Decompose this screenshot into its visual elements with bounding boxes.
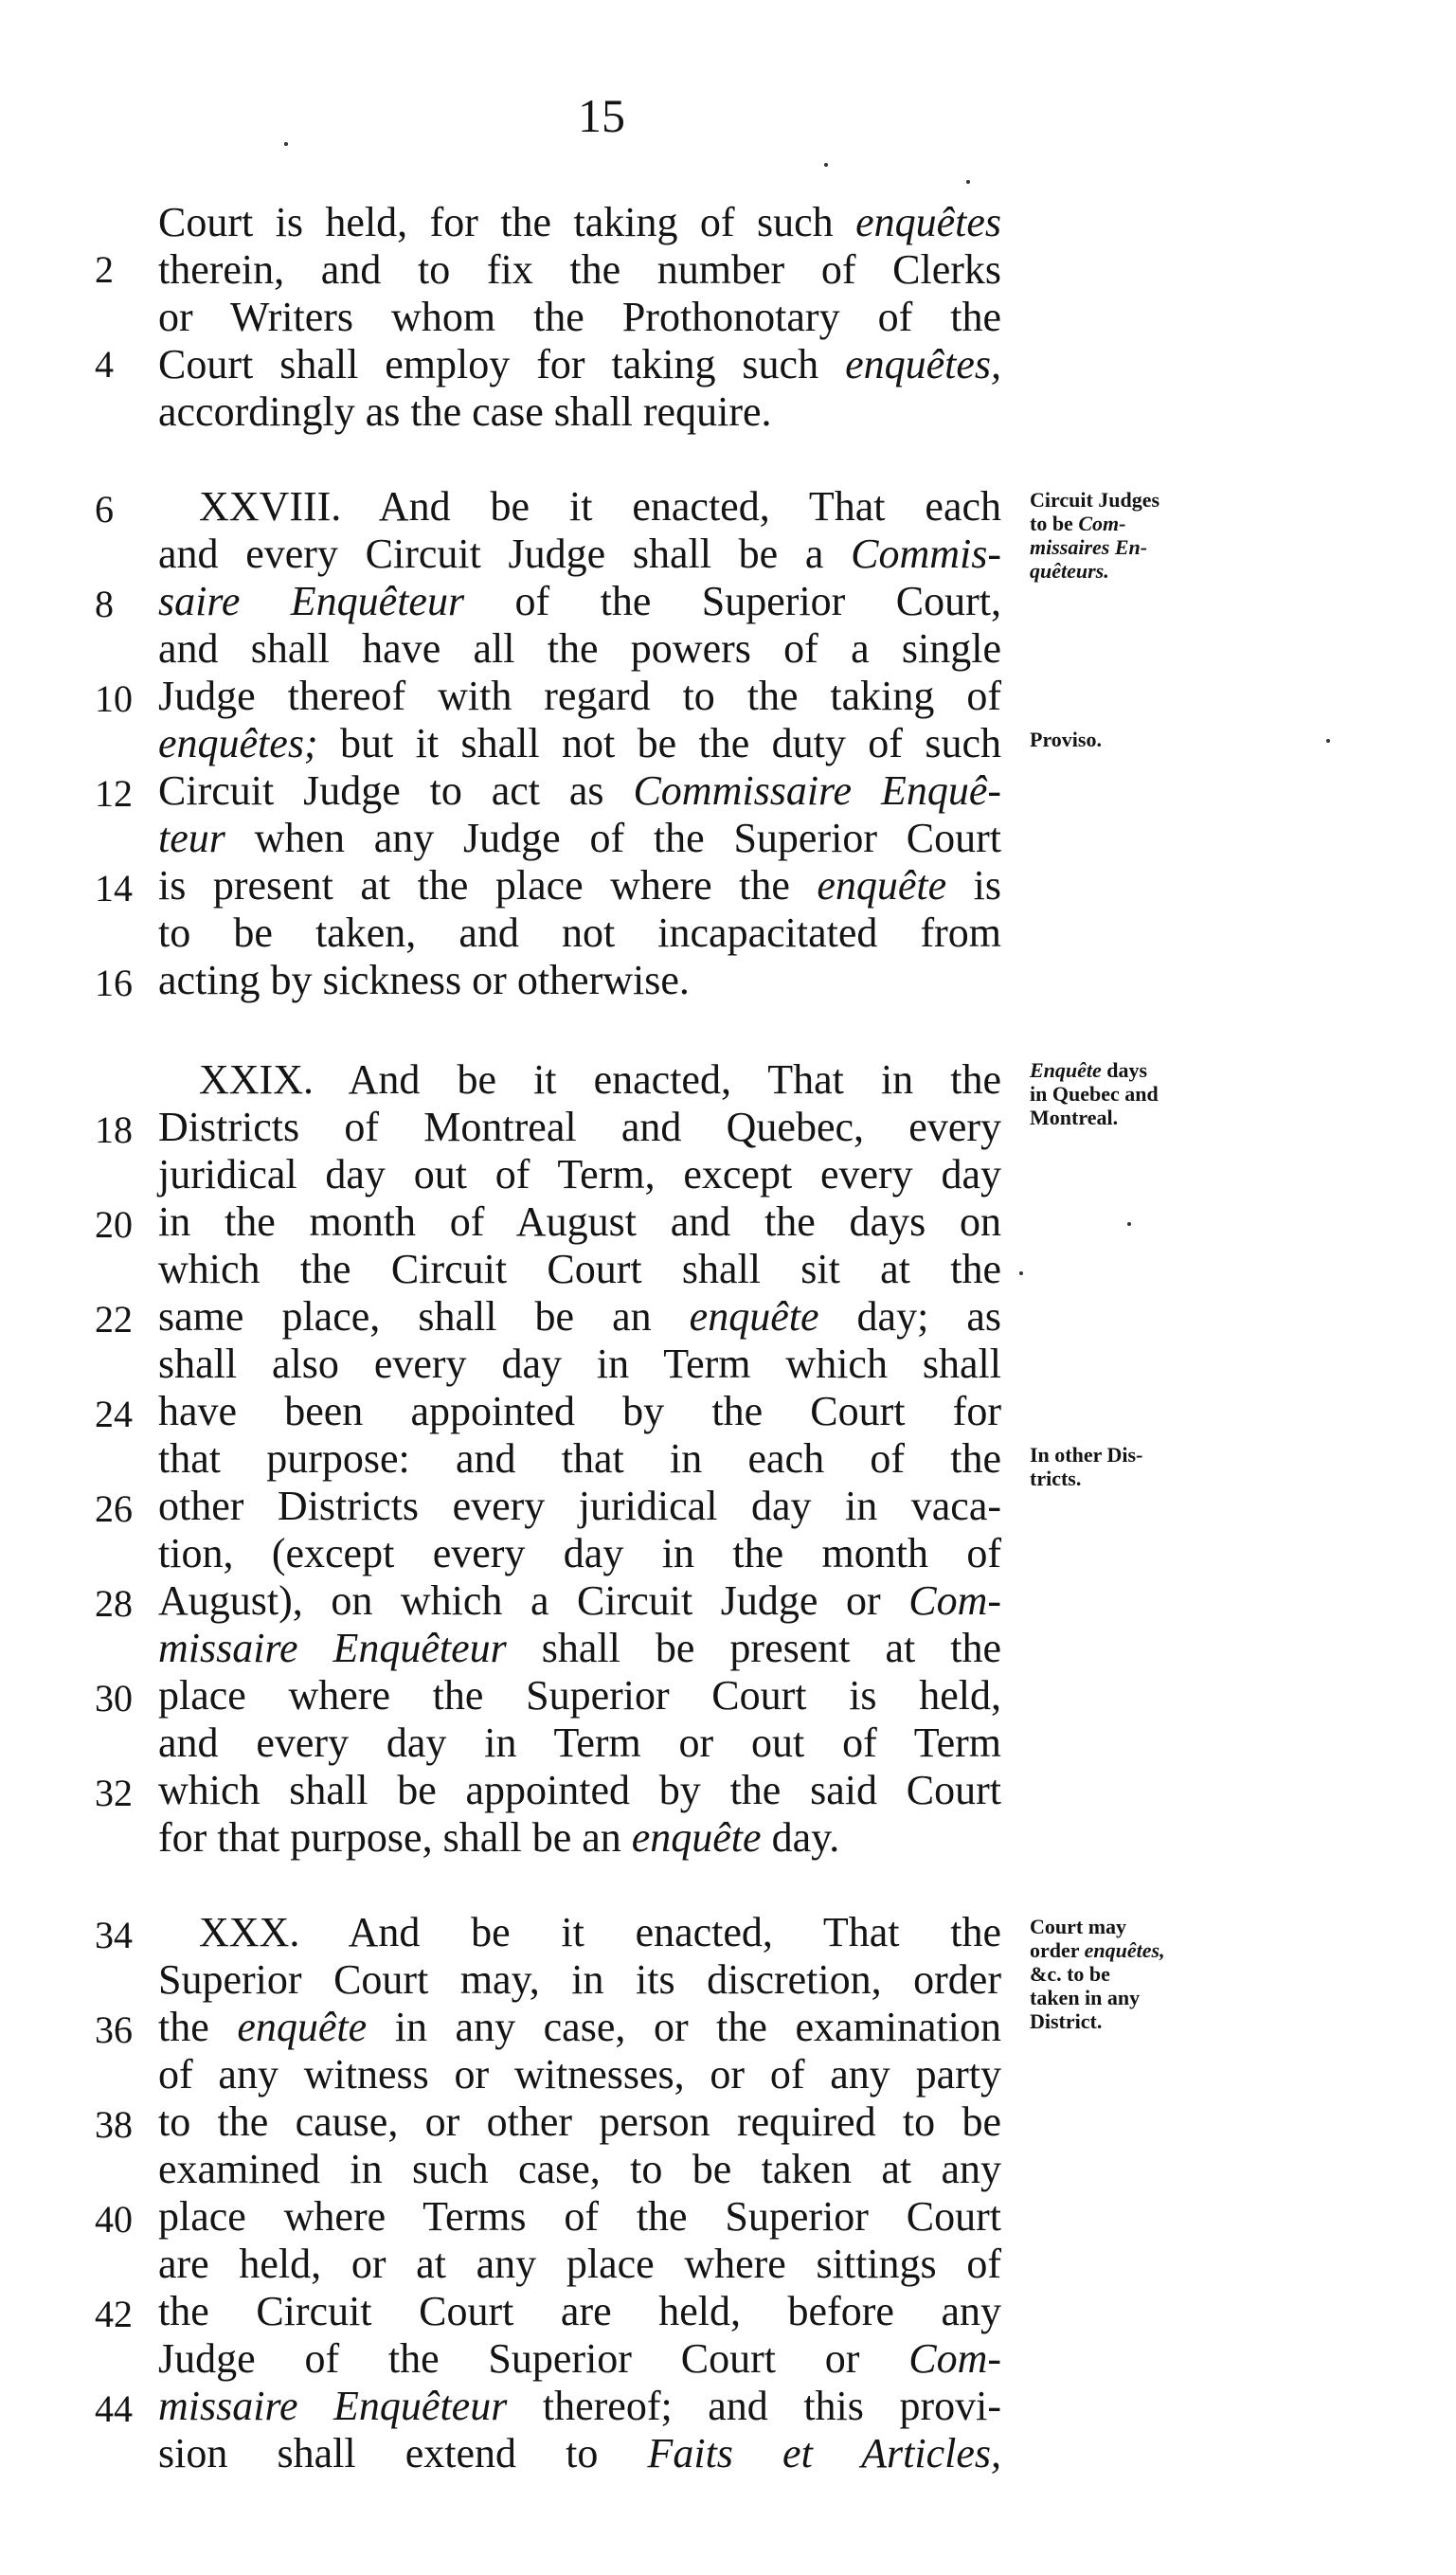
text-line: Circuit Judge to act as Commissaire Enquê- [158, 767, 1002, 814]
text-line: and every Circuit Judge shall be a Commis- [158, 531, 1001, 577]
text-line: Districts of Montreal and Quebec, every [158, 1104, 1001, 1150]
section-heading-xxviii: XXVIII. And be it enacted, That each [199, 483, 1001, 530]
line-number: 26 [95, 1487, 133, 1530]
text-line: examined in such case, to be taken at any [158, 2146, 1001, 2192]
text-line: enquêtes; but it shall not be the duty of such [158, 720, 1001, 766]
text-line: juridical day out of Term, except every day [158, 1151, 1001, 1197]
line-number: 6 [95, 488, 114, 531]
text-line: in the month of August and the days on [158, 1198, 1001, 1245]
line-number: 32 [95, 1772, 133, 1814]
text-line: therein, and to fix the number of Clerks [158, 246, 1001, 293]
text-line: the Circuit Court are held, before any [158, 2288, 1001, 2334]
text-line: tion, (except every day in the month of [158, 1530, 1001, 1576]
text-line: August), on which a Circuit Judge or Com- [158, 1577, 1001, 1624]
line-number: 20 [95, 1203, 133, 1246]
line-number: 4 [95, 343, 114, 386]
text-line: other Districts every juridical day in vaca- [158, 1483, 1001, 1529]
line-number: 14 [95, 867, 133, 909]
text-line: Superior Court may, in its discretion, order [158, 1956, 1001, 2003]
text-line: accordingly as the case shall require. [158, 388, 772, 435]
page-number: 15 [578, 89, 625, 142]
line-number: 22 [95, 1298, 133, 1341]
text-line: of any witness or witnesses, or of any party [158, 2051, 1001, 2098]
text-line: are held, or at any place where sittings of [158, 2241, 1001, 2287]
text-line: teur when any Judge of the Superior Court [158, 815, 1001, 861]
text-line: same place, shall be an enquête day; as [158, 1293, 1002, 1340]
line-number: 24 [95, 1393, 133, 1435]
line-number: 28 [95, 1582, 133, 1625]
margin-note-enquete-days: Enquête days in Quebec and Montreal. [1030, 1058, 1159, 1129]
margin-note-commissaires: Circuit Judges to be Com- missaires En- quêteurs. [1030, 488, 1160, 583]
text-line: to the cause, or other person required to be [158, 2098, 1001, 2145]
line-number: 34 [95, 1914, 133, 1956]
text-line: to be taken, and not incapacitated from [158, 909, 1001, 956]
text-line: Judge of the Superior Court or Com- [158, 2335, 1001, 2382]
print-speck [1127, 1222, 1131, 1226]
margin-note-proviso: Proviso. [1030, 728, 1102, 751]
line-number: 42 [95, 2293, 133, 2335]
text-line: sion shall extend to Faits et Articles, [158, 2430, 1001, 2476]
margin-note-other-districts: In other Dis- tricts. [1030, 1443, 1143, 1490]
margin-note-court-may-order: Court may order enquêtes, &c. to be taken in any District. [1030, 1915, 1165, 2033]
text-line: place where the Superior Court is held, [158, 1672, 1001, 1719]
text-line: which the Circuit Court shall sit at the [158, 1246, 1001, 1292]
print-speck [824, 163, 828, 167]
text-line: that purpose: and that in each of the [158, 1435, 1001, 1482]
section-heading-xxx: XXX. And be it enacted, That the [199, 1909, 1001, 1955]
text-line: the enquête in any case, or the examination [158, 2004, 1001, 2050]
line-number: 10 [95, 677, 133, 720]
text-line: or Writers whom the Prothonotary of the [158, 294, 1001, 340]
line-number: 12 [95, 772, 133, 815]
line-number: 38 [95, 2103, 133, 2146]
text-line: and shall have all the powers of a single [158, 625, 1001, 672]
line-number: 16 [95, 962, 133, 1004]
line-number: 2 [95, 248, 114, 291]
text-line: Court is held, for the taking of such enquêtes [158, 199, 1001, 245]
print-speck [1019, 1271, 1023, 1275]
text-line: Judge thereof with regard to the taking of [158, 673, 1001, 719]
line-number: 44 [95, 2387, 133, 2430]
line-number: 30 [95, 1677, 133, 1720]
text-line: for that purpose, shall be an enquête day. [158, 1814, 840, 1861]
text-line: Court shall employ for taking such enquêtes, [158, 341, 1001, 387]
text-line: shall also every day in Term which shall [158, 1341, 1001, 1387]
text-line: missaire Enquêteur shall be present at the [158, 1625, 1001, 1671]
line-number: 18 [95, 1108, 133, 1151]
text-line: acting by sickness or otherwise. [158, 957, 690, 1003]
print-speck [284, 142, 288, 146]
print-speck [966, 180, 970, 184]
text-line: and every day in Term or out of Term [158, 1720, 1001, 1766]
line-number: 36 [95, 2008, 133, 2051]
section-heading-xxix: XXIX. And be it enacted, That in the [199, 1056, 1001, 1103]
line-number: 8 [95, 583, 114, 625]
text-line: place where Terms of the Superior Court [158, 2193, 1001, 2240]
line-number: 40 [95, 2198, 133, 2241]
text-line: missaire Enquêteur thereof; and this provi- [158, 2383, 1001, 2429]
text-line: is present at the place where the enquête is [158, 862, 1001, 909]
text-line: saire Enquêteur of the Superior Court, [158, 578, 1001, 624]
text-line: have been appointed by the Court for [158, 1388, 1001, 1434]
print-speck [1326, 739, 1330, 743]
text-line: which shall be appointed by the said Court [158, 1767, 1001, 1813]
